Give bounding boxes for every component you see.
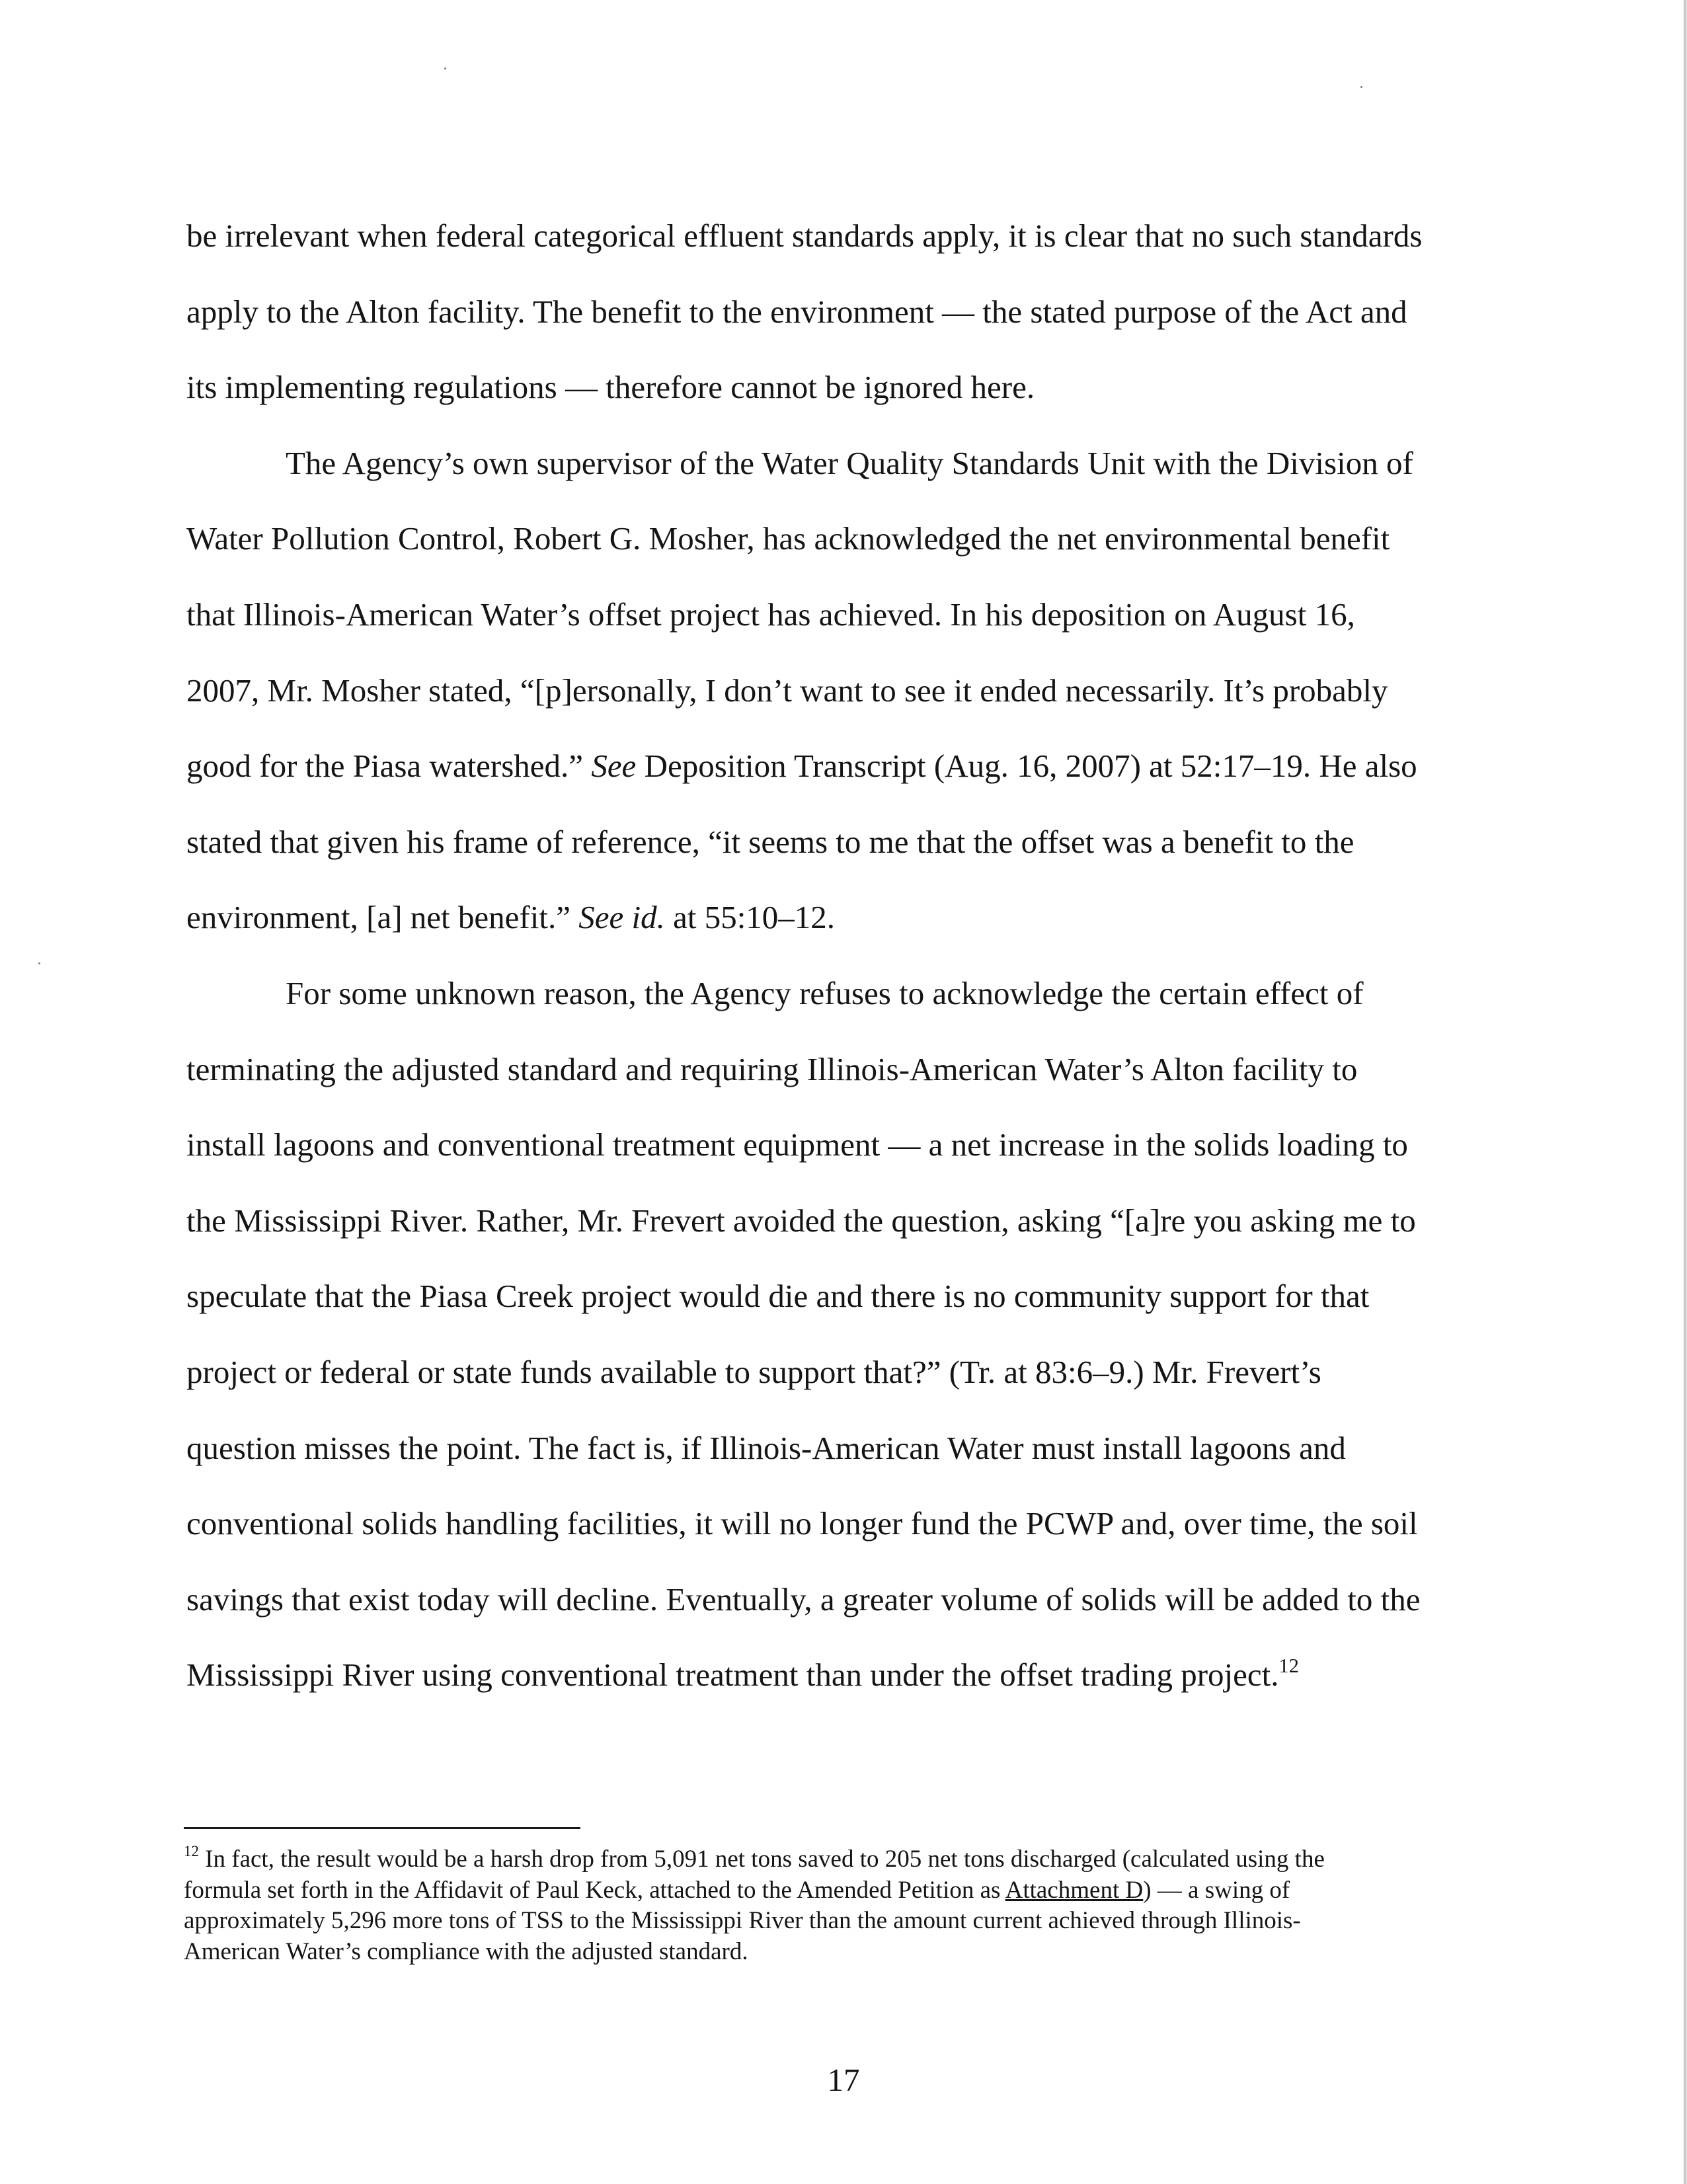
text-line: its implementing regulations — therefore cannot be ignored here. [186,369,1035,406]
page-number: 17 [827,2062,860,2098]
footnote-text: In fact, the result would be a harsh drop from 5,091 net tons saved to 205 net tons discharged (calculated using the [205,1846,1325,1873]
scan-speck [444,67,446,69]
text-line: 2007, Mr. Mosher stated, “[p]ersonally, I don’t want to see it ended necessarily. It’s probably [186,672,1388,709]
citation-signal: See [578,899,624,936]
citation-signal: See [591,748,637,785]
footnote-text: ) — a swing of [1143,1876,1290,1904]
text-line: apply to the Alton facility. The benefit to the environment — the stated purpose of the Act and [186,293,1407,330]
text-line: For some unknown reason, the Agency refuses to acknowledge the certain effect of [286,974,1364,1011]
text-line-last [186,1637,1475,1713]
scan-edge-shadow [1683,0,1687,2184]
text-line: the Mississippi River. Rather, Mr. Frevert avoided the question, asking “[a]re you asking me to [186,1202,1416,1239]
footnote-marker: 12 [184,1843,199,1860]
text-line: The Agency’s own supervisor of the Water Quality Standards Unit with the Division of [286,444,1413,481]
footnote-line [184,1875,1479,1906]
text-line: conventional solids handling facilities, it will no longer fund the PCWP and, over time, the soil [186,1505,1418,1542]
text-line: that Illinois-American Water’s offset project has achieved. In his deposition on August 16, [186,596,1355,633]
text-line: terminating the adjusted standard and requiring Illinois-American Water’s Alton facility to [186,1050,1358,1087]
paragraph-2 [186,426,1475,956]
text-line: stated that given his frame of reference, “it seems to me that the offset was a benefit to the [186,823,1354,860]
text-line-with-italic: good for the Piasa watershed.” See Deposition Transcript (Aug. 16, 2007) at 52:17–19. He also [186,748,1417,785]
scan-speck [1360,86,1362,88]
text-line: speculate that the Piasa Creek project would die and there is no community support for that [186,1278,1370,1315]
scan-speck [38,962,40,964]
footnote-reference[interactable]: 12 [1278,1654,1299,1677]
paragraph-1 [186,198,1475,426]
text-line: question misses the point. The fact is, if Illinois-American Water must install lagoons and [186,1429,1346,1466]
text-line-with-italic: environment, [a] net benefit.” See id. at 55:10–12. [186,899,836,936]
paragraph-3 [186,956,1475,1713]
text-line: project or federal or state funds available to support that?” (Tr. at 83:6–9.) Mr. Frevert’s [186,1353,1321,1390]
text-line: Water Pollution Control, Robert G. Mosher, has acknowledged the net environmental benefit [186,520,1390,557]
footnote-line: approximately 5,296 more tons of TSS to the Mississippi River than the amount current achieved through Illinois- [184,1907,1301,1934]
citation-signal: id. [631,899,665,936]
attachment-link[interactable]: Attachment D [1005,1876,1144,1904]
text-line: be irrelevant when federal categorical effluent standards apply, it is clear that no such standards [186,217,1423,254]
text-line-content: Mississippi River using conventional treatment than under the offset trading project. [186,1657,1279,1694]
body-text [186,198,1475,1713]
footnote-separator [184,1827,580,1829]
text-line: savings that exist today will decline. Eventually, a greater volume of solids will be added to the [186,1580,1421,1618]
footnote-line: American Water’s compliance with the adjusted standard. [184,1937,748,1965]
footnote [184,1844,1479,1967]
text-line: install lagoons and conventional treatment equipment — a net increase in the solids loading to [186,1126,1408,1163]
footnote-line [184,1844,1479,1875]
footnote-text: formula set forth in the Affidavit of Paul Keck, attached to the Amended Petition as [184,1876,1005,1904]
